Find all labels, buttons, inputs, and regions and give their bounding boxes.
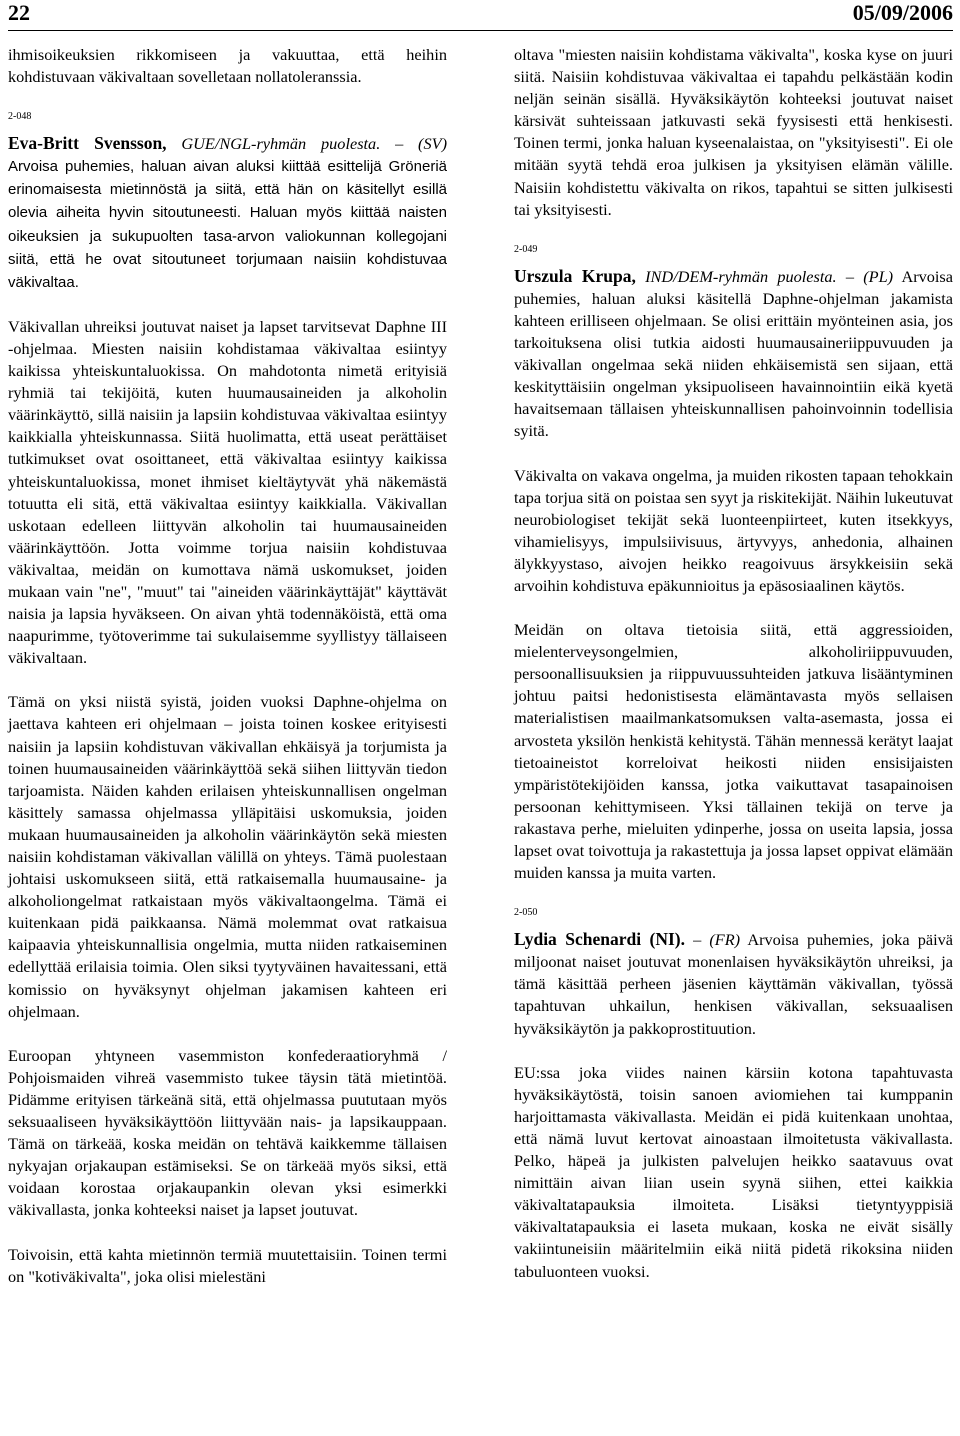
left-column xyxy=(8,44,447,1288)
paragraph: Väkivallan uhreiksi joutuvat naiset ja lapset tarvitsevat Daphne III -ohjelmaa. Miesten naisiin kohdistamaa väkivaltaa esiintyy kaikissa yhteiskuntaluokissa. On mahdotonta nimetä erityisiä ryhmiä tai tekijöitä, kuten huumausaineiden ja alkoholin väärinkäyttö, sillä naisiin ja lapsiin kohdistuvaa väkivaltaa esiintyy kaikkialla yhteiskunnassa. Siitä huolimatta, että useat perättäiset tutkimukset ovat osoittaneet, että väkivaltaa esiintyy kaikissa yhteiskuntaluokissa, monet ihmiset kieltäytyvät yhä näkemästä totuutta eli sitä, että väkivaltaa esiintyy kaikkialla. Väkivallan uskotaan edelleen liittyvän alkoholin tai huumausaineiden väärinkäyttöön. Jotta voimme torjua naisiin kohdistuvaa väkivaltaa, meidän on kumottava nämä uskomukset, joiden mukaan vain "ne", "muut" tai "aineiden väärinkäyttäjät" käyttävät naisia ja lapsia hyväkseen. On aivan yhtä todennäköistä, että oma naapurimme, työtoverimme tai sukulaisemme syyllistyy tällaiseen väkivaltaan. xyxy=(8,316,447,668)
speech-2-050 xyxy=(514,906,953,1039)
page-header xyxy=(8,0,953,31)
paragraph: Väkivalta on vakava ongelma, ja muiden rikosten tapaan tehokkain tapa torjua sitä on poistaa sen syyt ja riskitekijät. Näihin lukeutuvat neurobiologiset tekijät sekä luonteenpiirteet, kuten itsekkyys, vihamielisyys, impulsiivisuus, ärtyvyys, anhedonia, alhainen älykkyystaso, aivojen heikko reagoivuus ärsykkeisiin sekä arvoihin kohdistuva epäkunnioitus ja epäsosiaalinen käytös. xyxy=(514,465,953,595)
speech-text: Arvoisa puhemies, joka päivä miljoonat naiset joutuvat monenlaisen hyväksikäytön uhreiksi, ja tämä käsittää perheen jäsenien käyttämän väkivallan, työssä tapahtuvan uhkailun, henkisen väkivallan, seksuaalisen hyväksikäytön ja pakkoprostituution. xyxy=(514,930,954,1038)
paragraph: Tämä on yksi niistä syistä, joiden vuoksi Daphne-ohjelma on jaettava kahteen eri ohjelmaan – joista toinen koskee erityisesti naisiin ja lapsiin kohdistuvan väkivallan ehkäisyä ja torjumista ja toinen huumausaineiden väärinkäyttöä sekä siihen liittyvän tiedon tarjoamista. Näiden kahden erilaisen yhteiskunnallisen ongelman käsittely samassa ohjelmassa ylläpitäisi uskomuksia, joiden mukaan huumausaineiden ja alkoholin väärinkäytön sekä miesten naisiin kohdistaman väkivallan välillä on yhteys. Tämä puolestaan johtaisi uskomukseen siitä, että ratkaisemalla huumausaine- ja alkoholiongelmat ratkaistaan myös väkivaltaongelma. Tämä ei kuitenkaan pidä paikkaansa. Nämä molemmat ovat ratkaisua kaipaavia yhteiskunnallisia ongelmia, mutta niiden ratkaiseminen edellyttää erilaisia toimia. Olen siksi tyytyväinen havaitessani, että komissio on hyväksynyt ohjelman jakamisen kahteen eri ohjelmaan. xyxy=(8,692,447,1021)
document-date: 05/09/2006 xyxy=(852,0,953,25)
speaker-group: GUE/NGL-ryhmän puolesta. xyxy=(181,134,381,154)
speech-text: Arvoisa puhemies, haluan aivan aluksi kiittää esittelijä Gröneriä erinomaisesta mietinnöstä ja siitä, että hän on käsitellyt esillä olevia aiheita hyvin sitoutuneesti. Haluan myös kiittää naisten oikeuksien ja sukupuolten tasa-arvon valiokunnan kollegojani siitä, että he ovat sitoutuneet torjumaan naisiin kohdistuvaa väkivaltaa. xyxy=(8,158,447,291)
speech-2-048 xyxy=(8,110,447,294)
speech-2-049 xyxy=(514,243,953,443)
paragraph: Euroopan yhtyneen vasemmiston konfederaatioryhmä / Pohjoismaiden vihreä vasemmisto tukee täysin tätä mietintöä. Pidämme erityisen tärkeänä sitä, että ohjelmassa puututaan myös seksuaaliseen hyväksikäyttöön liittyvään nais- ja lapsikauppaan. Tämä on tärkeää, koska meidän on tehtävä kaikkemme tällaisen nykyajan orjakaupan estämiseksi. Se on tärkeää myös siksi, että voidaan korostaa orjakaupankin olevan yksi esimerkki väkivallasta, jonka kohteeksi naiset ja lapset joutuvat. xyxy=(8,1045,447,1220)
speaker-group: IND/DEM-ryhmän puolesta. xyxy=(645,266,837,286)
speaker-name: Eva-Britt Svensson, xyxy=(8,133,167,154)
speech-language: – (SV) xyxy=(395,134,447,154)
paragraph: Meidän on oltava tietoisia siitä, että aggressioiden, mielenterveysongelmien, alkoholiriippuvuuden, persoonallisuuksien ja riippuvuussuhteiden jatkuva lisääntyminen johtuu paitsi hedonistisesta elämäntavasta myös sellaisen materialistisen maailmankatsomuksen valta-asemasta, jossa ei arvosteta yksilön henkistä kehitystä. Tähän mennessä kerätyt laajat tietoaineistot korreloivat heikosti niiden ensisijaisten ympäristötekijöiden kanssa, jotka vaikuttavat tasapainoisen persoonan kehittymiseen. Yksi tällainen tekijä on terve ja rakastava perhe, mieluiten ydinperhe, jossa on useita lapsia, jossa lapset ovat toivottuja ja rakastettuja ja jossa lapset oppivat elämään muiden kanssa ja muita varten. xyxy=(514,620,953,883)
paragraph: oltava "miesten naisiin kohdistama väkivalta", koska kyse on juuri siitä. Naisiin kohdistuvaa väkivaltaa ei tapahdu pelkästään kodin neljän seinän sisällä. Hyväksikäytön kohteeksi joutuvat naiset kärsivät suhteissaan jatkuvasti sekä fyysisesti että henkisesti. Toinen termi, jonka haluan kyseenalaistaa, on "yksityisesti". Ei ole mitään syytä tehdä eroa julkisen ja yksityisen elämän välille. Naisiin kohdistettu väkivalta on rikos, tapahtui se sitten julkisesti tai yksityisesti. xyxy=(514,45,953,219)
speech-language: – (PL) xyxy=(845,266,894,286)
page-number: 22 xyxy=(8,0,30,25)
speech-id: 2-049 xyxy=(514,243,538,255)
speaker-name: Lydia Schenardi (NI). xyxy=(514,929,685,950)
paragraph: ihmisoikeuksien rikkomiseen ja vakuuttaa, että heihin kohdistuvaan väkivaltaan sovelletaan nollatoleranssia. xyxy=(8,45,447,87)
right-column xyxy=(514,44,953,1283)
speech-id: 2-048 xyxy=(8,111,32,123)
paragraph: Toivoisin, että kahta mietinnön termiä muutettaisiin. Toinen termi on "kotiväkivalta", joka olisi mielestäni xyxy=(8,1244,447,1286)
speech-text: Arvoisa puhemies, haluan aluksi käsitellä Daphne-ohjelman jakamista kahteen erilliseen ohjelmaan. Se olisi erittäin myönteinen asia, jos tarkoituksena olisi tutkia aidosti huumausaineriippuvuuden ja väkivallan ongelmaa sekä niiden ehkäisemistä sen sijaan, että keskityttäisiin ongelman yksipuoliseen havainnointiin eikä kyetä havaitsemaan tällaisen yhteiskunnallisen pahoinvoinnin todellisia syitä. xyxy=(514,266,953,441)
paragraph: EU:ssa joka viides nainen kärsiin kotona tapahtuvasta hyväksikäytöstä, toisin sanoen aviomiehen tai kumppanin harjoittamasta väkivallasta. Meidän ei pidä kuitenkaan unohtaa, että nämä luvut kertovat ainoastaan ilmoitetusta väkivallasta. Pelko, häpeä ja julkisten palvelujen heikko saatavuus ovat nimittäin aivan liian usein syynä siihen, ettei kaikkia väkivaltatapauksia ilmoiteta. Lisäksi tietyntyyppisiä väkivaltatapauksia ei laseta mukaan, koska ne eivät sisälly vakiintuneisiin määritelmiin eikä niitä pidetä rikoksina niiden tabuluonteen vuoksi. xyxy=(514,1062,953,1281)
speech-language: – (FR) xyxy=(693,930,741,950)
speech-id: 2-050 xyxy=(514,907,538,919)
speaker-name: Urszula Krupa, xyxy=(514,265,636,286)
